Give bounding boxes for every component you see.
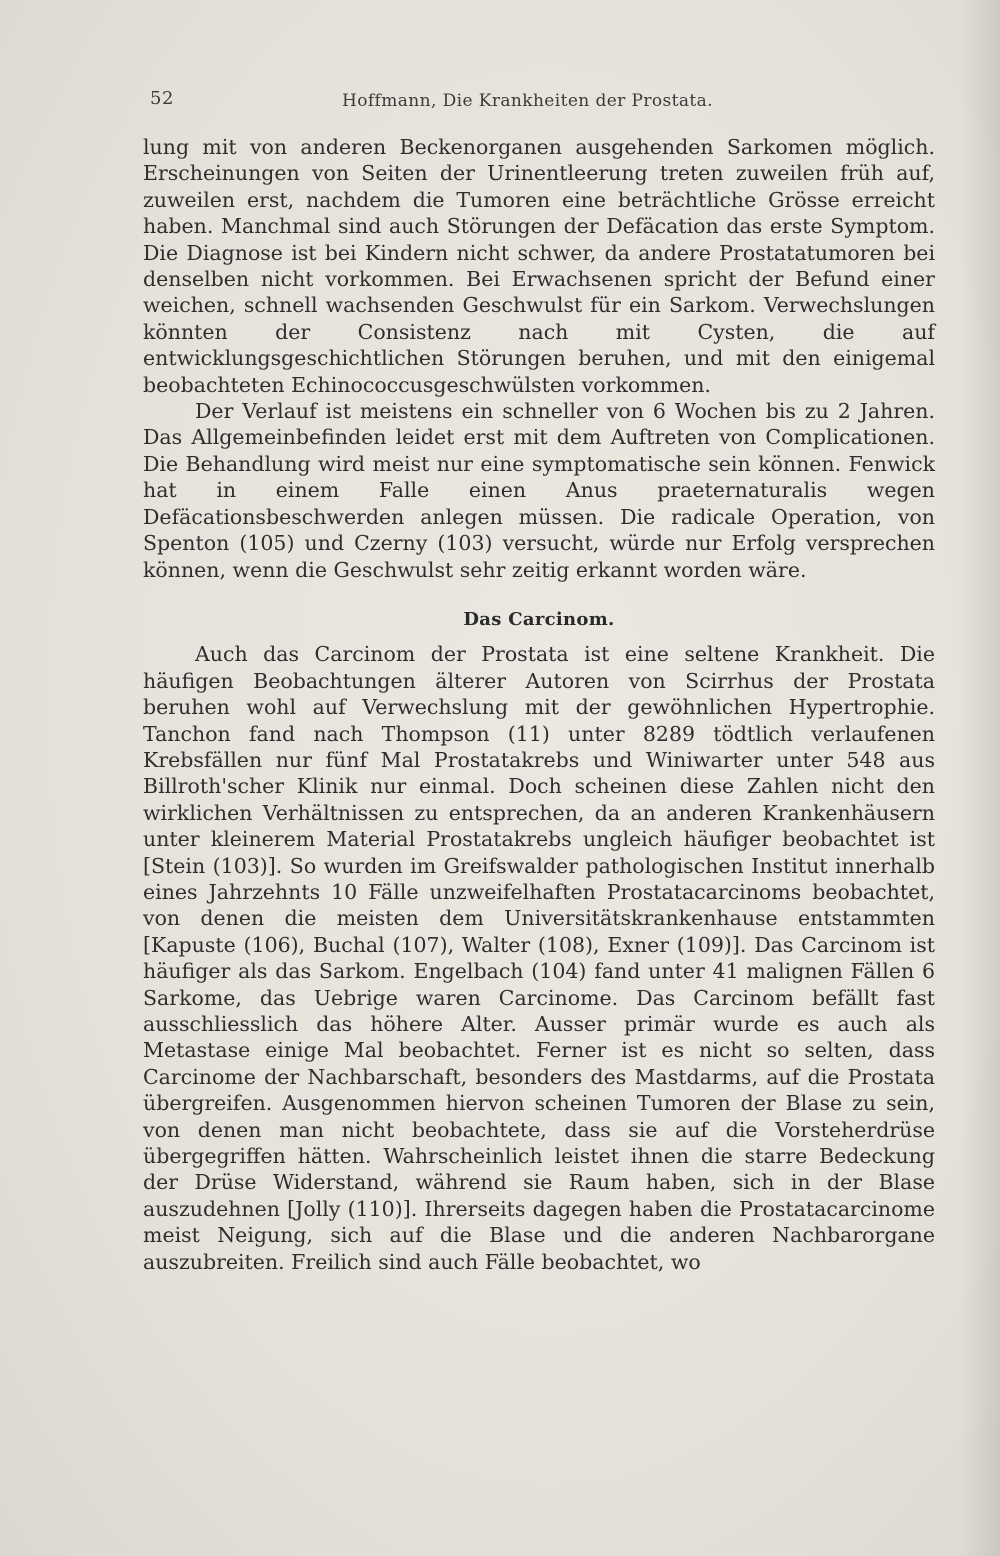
paragraph-carcinoma: Auch das Carcinom der Prostata ist eine seltene Krankheit. Die häufigen Beobachtungen älterer Autoren von Scirrhus der Prostata beruhen wohl auf Verwechslung mit der gewöhnlichen Hypertrophie. Tanchon fand nach Thompson (11) unter 8289 tödtlich verlaufenen Krebsfällen nur fünf Mal Prostatakrebs und Winiwarter unter 548 aus Billroth'scher Klinik nur einmal. Doch scheinen diese Zahlen nicht den wirklichen Verhältnissen zu entsprechen, da an anderen Krankenhäusern unter kleinerem Material Prostatakrebs ungleich häufiger beobachtet ist [Stein (103)]. So wurden im Greifswalder pathologischen Institut innerhalb eines Jahrzehnts 10 Fälle unzweifelhaften Prostatacarcinoms beobachtet, von denen die meisten dem Universitätskrankenhause entstammten [Kapuste (106), Buchal (107), Walter (108), Exner (109)]. Das Carcinom ist häufiger als das Sarkom. Engelbach (104) fand unter 41 malignen Fällen 6 Sarkome, das Uebrige waren Carcinome. Das Carcinom befällt fast ausschliesslich das höhere Alter. Ausser primär wurde es auch als Metastase einige Mal beobachtet. Ferner ist es nicht so selten, dass Carcinome der Nachbarschaft, besonders des Mastdarms, auf die Prostata übergreifen. Ausgenommen hiervon scheinen Tumoren der Blase zu sein, von denen man nicht beobachtete, dass sie auf die Vorsteherdrüse übergegriffen hätten. Wahrscheinlich leistet ihnen die starre Bedeckung der Drüse Widerstand, während sie Raum haben, sich in der Blase auszudehnen [Jolly (110)]. Ihrerseits dagegen haben die Prostatacarcinome meist Neigung, sich auf die Blase und die anderen Nachbarorgane auszubreiten. Freilich sind auch Fälle beobachtet, wo — [143, 642, 935, 1274]
body-text — [143, 134, 935, 1275]
paragraph-sarcoma-diagnosis: lung mit von anderen Beckenorganen ausgehenden Sarkomen möglich. Erscheinungen von Seiten der Urinentleerung treten zuweilen früh auf, zuweilen erst, nachdem die Tumoren eine beträchtliche Grösse erreicht haben. Manchmal sind auch Störungen der Defäcation das erste Symptom. Die Diagnose ist bei Kindern nicht schwer, da andere Prostatatumoren bei denselben nicht vorkommen. Bei Erwachsenen spricht der Befund einer weichen, schnell wachsenden Geschwulst für ein Sarkom. Verwechslungen könnten der Consistenz nach mit Cysten, die auf entwicklungsgeschichtlichen Störungen beruhen, und mit den einigemal beobachteten Echinococcusgeschwülsten vorkommen. — [143, 135, 935, 397]
page-edge-shadow — [960, 0, 1000, 1556]
page-header — [150, 78, 940, 114]
paragraph-sarcoma-course: Der Verlauf ist meistens ein schneller von 6 Wochen bis zu 2 Jahren. Das Allgemeinbefinden leidet erst mit dem Auftreten von Complicationen. Die Behandlung wird meist nur eine symptomatische sein können. Fenwick hat in einem Falle einen Anus praeternaturalis wegen Defäcationsbeschwerden anlegen müssen. Die radicale Operation, von Spenton (105) und Czerny (103) versucht, würde nur Erfolg versprechen können, wenn die Geschwulst sehr zeitig erkannt worden wäre. — [143, 399, 935, 582]
section-heading-carcinoma: Das Carcinom. — [463, 608, 615, 630]
page-number: 52 — [150, 88, 174, 109]
running-title: Hoffmann, Die Krankheiten der Prostata. — [342, 91, 713, 111]
